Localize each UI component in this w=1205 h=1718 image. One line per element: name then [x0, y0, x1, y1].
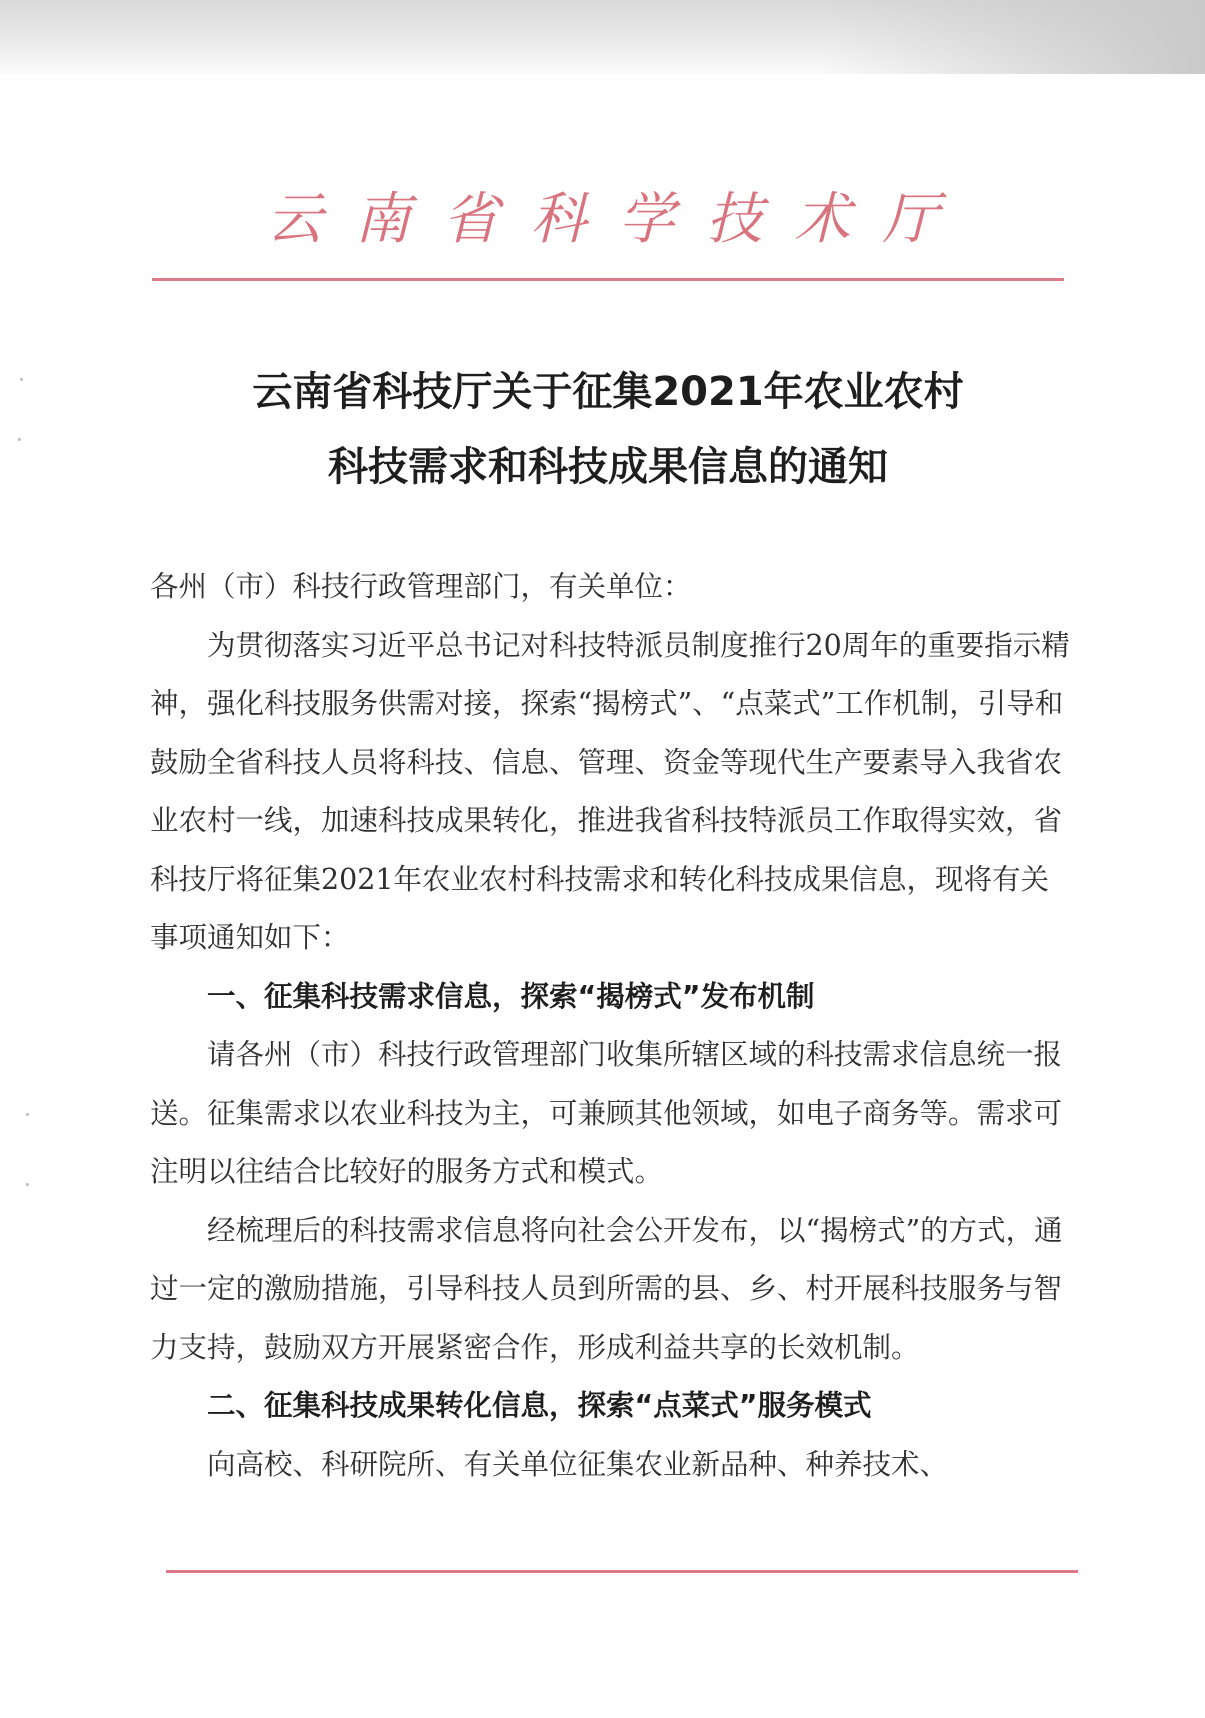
- scan-speck: [20, 378, 23, 381]
- scan-speck: [18, 438, 21, 441]
- letterhead-org-name: 云南省科学技术厅: [266, 187, 971, 252]
- section-heading-2: 二、征集科技成果转化信息，探索“点菜式”服务模式: [207, 1389, 872, 1422]
- scan-speck: [26, 1183, 29, 1186]
- paragraph-section1-b: 经梳理后的科技需求信息将向社会公开发布，以“揭榜式”的方式，通过一定的激励措施，引导科技人员到所需的县、乡、村开展科技服务与智力支持，鼓励双方开展紧密合作，形成利益共享的长效机制。: [150, 1213, 1063, 1364]
- scan-speck: [26, 1113, 29, 1116]
- section-heading-1: 一、征集科技需求信息，探索“揭榜式”发布机制: [207, 979, 815, 1013]
- paragraph-section1-a: 请各州（市）科技行政管理部门收集所辖区域的科技需求信息统一报送。征集需求以农业科技为主，可兼顾其他领域，如电子商务等。需求可注明以往结合比较好的服务方式和模式。: [150, 1038, 1063, 1188]
- paragraph-intro: 为贯彻落实习近平总书记对科技特派员制度推行20周年的重要指示精神，强化科技服务供需对接，探索“揭榜式”、“点菜式”工作机制，引导和鼓励全省科技人员将科技、信息、管理、资金等现代生产要素导入我省农业农村一线，加速科技成果转化，推进我省科技特派员工作取得实效，省科技厅将征集2021年农业农村科技需求和转化科技成果信息，现将有关事项通知如下：: [150, 628, 1070, 954]
- paragraph-section2-a: 向高校、科研院所、有关单位征集农业新品种、种养技术、: [207, 1447, 949, 1481]
- salutation: 各州（市）科技行政管理部门，有关单位：: [150, 570, 692, 603]
- document-body: [150, 558, 1070, 1494]
- document-title-line2: 科技需求和科技成果信息的通知: [328, 444, 888, 490]
- footer-rule: [166, 1570, 1078, 1573]
- document-title-line1: 云南省科技厅关于征集2021年农业农村: [252, 369, 964, 415]
- scan-shadow: [0, 0, 1205, 74]
- letterhead-rule-top: [152, 278, 1064, 281]
